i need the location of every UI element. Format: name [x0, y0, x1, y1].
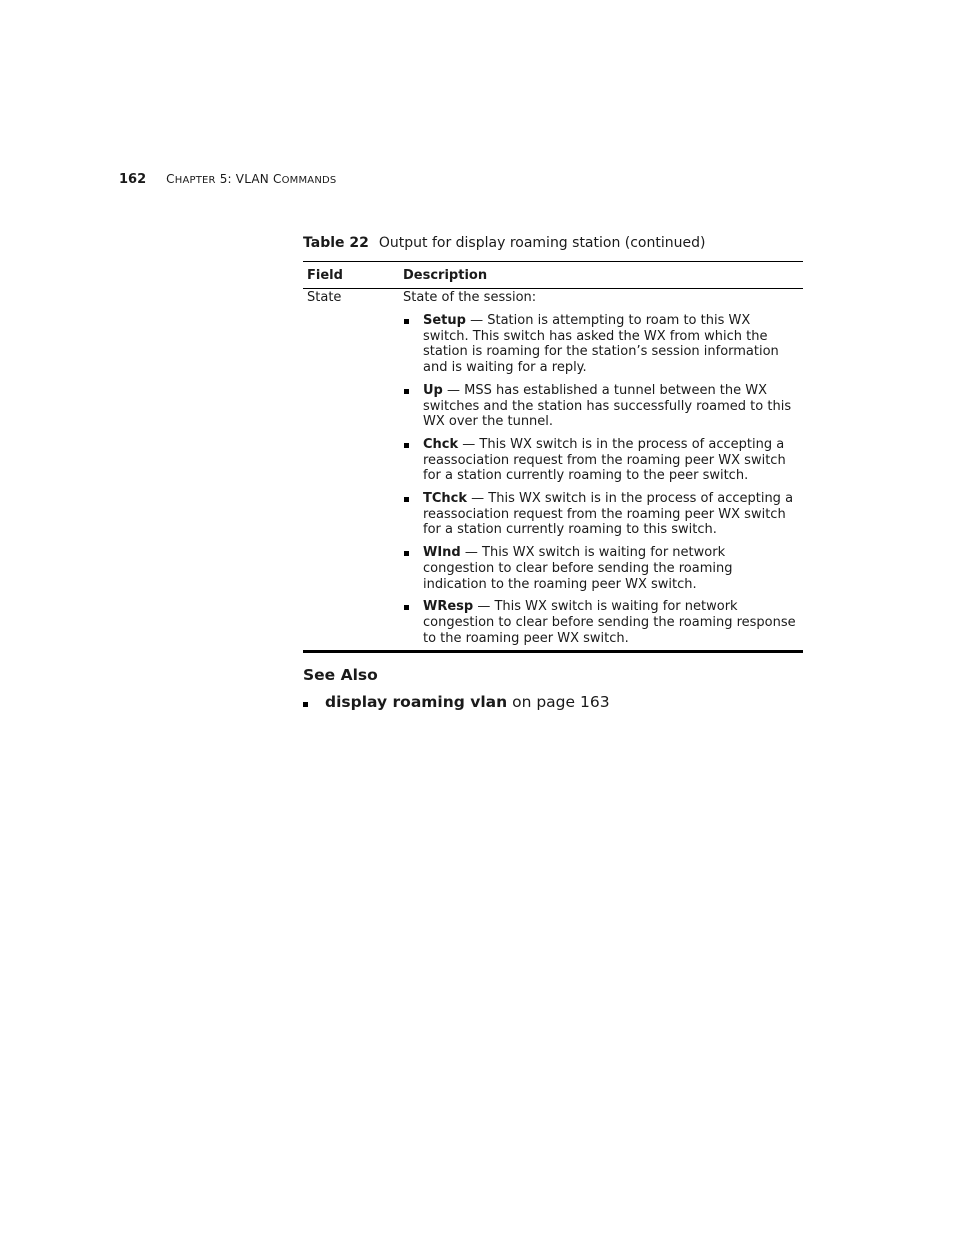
chapter-title: CHAPTER 5: VLAN COMMANDS	[166, 172, 337, 186]
list-item	[403, 313, 803, 376]
bullet-icon	[404, 319, 409, 324]
cross-reference-link[interactable]: display roaming vlan	[325, 693, 508, 711]
bullet-icon	[303, 702, 308, 707]
state-text: — This WX switch is in the process of accepting a reassociation request from the roaming peer WX switch for a station currently roaming to the peer switch.	[423, 436, 786, 484]
state-term: TChck	[423, 491, 468, 507]
list-item	[403, 599, 803, 646]
column-header-field: Field	[307, 267, 343, 283]
cross-reference-page: on page 163	[507, 693, 610, 711]
see-also-list	[303, 693, 610, 711]
state-term: WInd	[423, 545, 461, 561]
column-header-description: Description	[403, 267, 488, 283]
bullet-icon	[404, 605, 409, 610]
bullet-icon	[404, 551, 409, 556]
state-text: — Station is attempting to roam to this WX switch. This switch has asked the WX from which the station is roaming for the station’s session information and is waiting for a reply.	[423, 313, 779, 376]
table-header-row	[303, 262, 803, 288]
bullet-icon	[404, 497, 409, 502]
table-bottom-rule	[303, 650, 803, 653]
list-item	[403, 437, 803, 484]
bullet-icon	[404, 443, 409, 448]
field-cell: State	[307, 290, 342, 305]
page-number: 162	[119, 172, 147, 187]
bullet-icon	[404, 389, 409, 394]
state-text: — This WX switch is waiting for network congestion to clear before sending the roaming response to the roaming peer WX switch.	[423, 599, 796, 646]
state-term: Chck	[423, 436, 459, 452]
table-number: Table 22	[303, 235, 369, 251]
description-intro: State of the session:	[403, 290, 537, 305]
table-caption-text: Output for display roaming station (continued)	[378, 235, 706, 251]
state-list	[403, 313, 803, 646]
state-text: — This WX switch is in the process of accepting a reassociation request from the roaming peer WX switch for a station currently roaming to this switch.	[423, 491, 794, 538]
running-header	[119, 172, 336, 187]
list-item	[403, 491, 803, 538]
see-also-heading: See Also	[303, 666, 378, 684]
list-item	[303, 693, 610, 711]
table-caption	[303, 235, 705, 251]
output-table	[303, 261, 803, 653]
state-term: Setup	[423, 313, 466, 328]
state-text: — This WX switch is waiting for network congestion to clear before sending the roaming indication to the roaming peer WX switch.	[423, 545, 733, 592]
state-text: — MSS has established a tunnel between the WX switches and the station has successfully roamed to this WX over the tunnel.	[423, 382, 792, 430]
state-term: Up	[423, 382, 443, 398]
table-row	[303, 289, 803, 650]
state-term: WResp	[423, 599, 474, 615]
list-item	[403, 545, 803, 592]
description-cell	[403, 289, 803, 646]
list-item	[403, 383, 803, 430]
